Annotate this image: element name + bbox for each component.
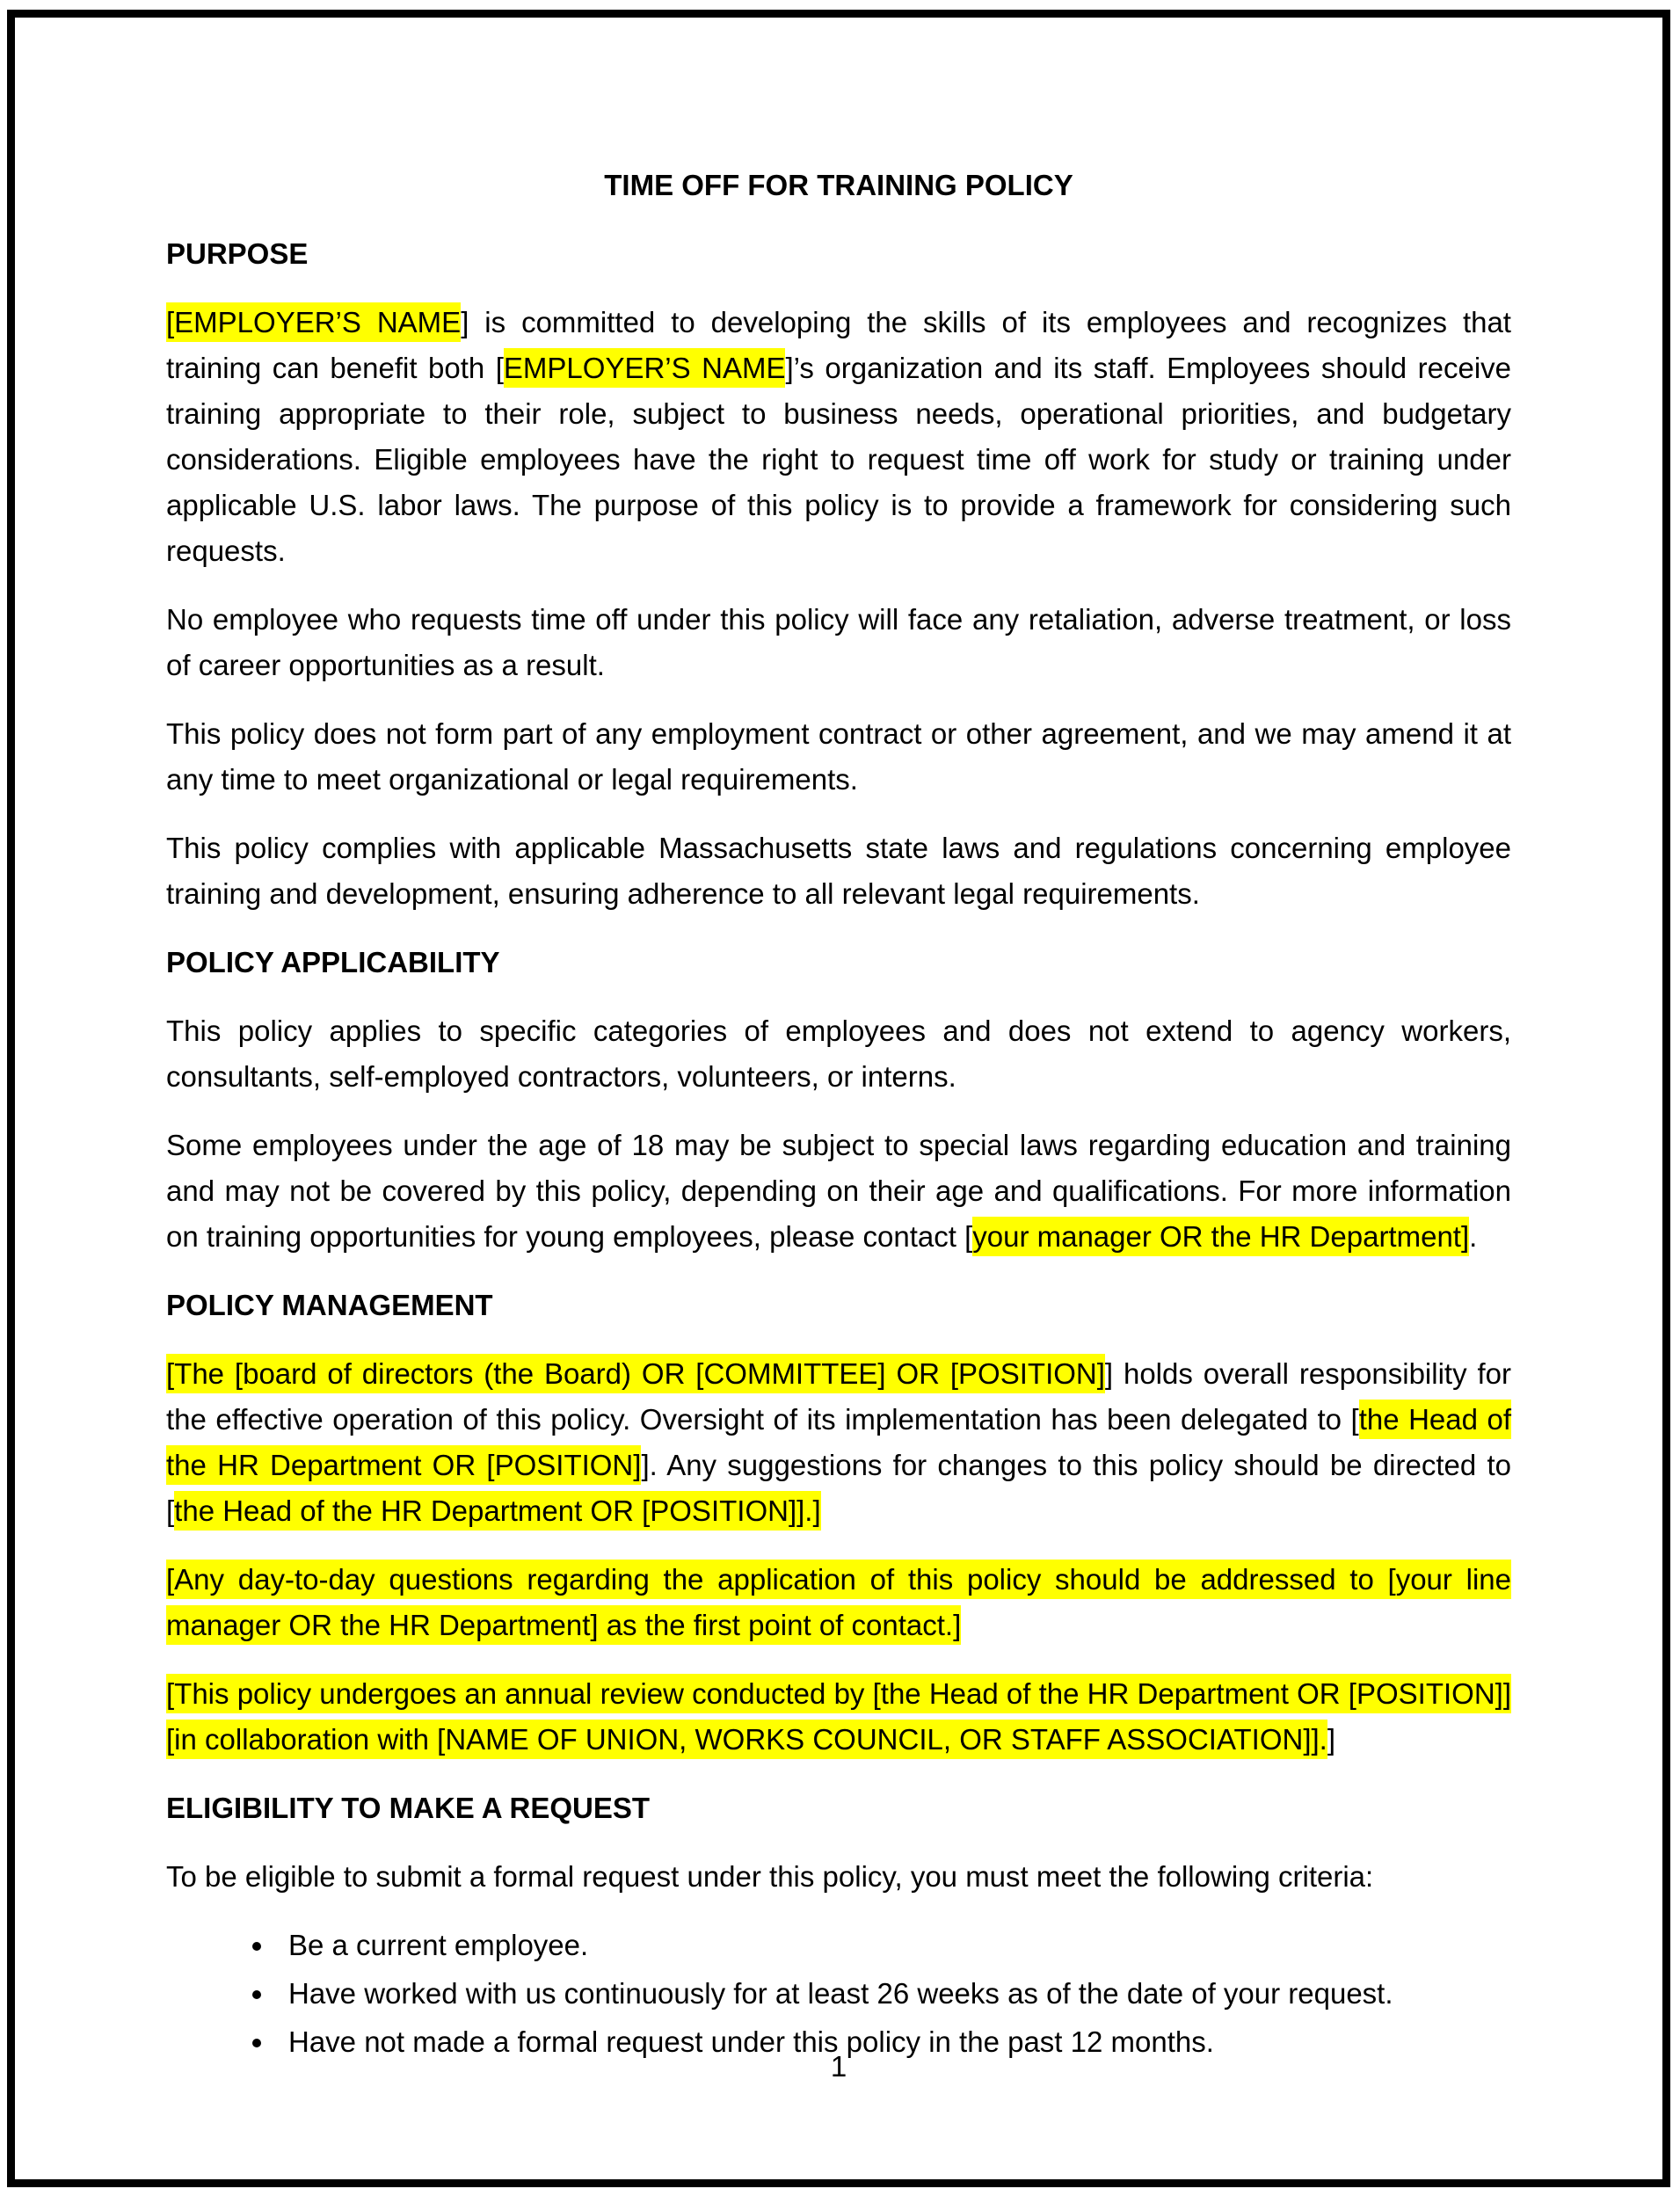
highlighted-text: the Head of the HR Department OR [POSITION]].] [174, 1491, 820, 1531]
highlighted-text: [EMPLOYER’S NAME [166, 302, 461, 342]
paragraph [166, 1854, 1511, 1900]
section-heading: POLICY APPLICABILITY [166, 946, 500, 978]
paragraph [166, 825, 1511, 917]
bullet-item: • Have not made a formal request under this policy in the past 12 months. [276, 2019, 1511, 2065]
text-run: This policy does not form part of any employment contract or other agreement, and we may amend it at any time to meet organizational or legal requirements. [166, 717, 1511, 796]
text-run: Some employees under the age of 18 may be subject to special laws regarding education and training and may not be covered by this policy, depending on their age and qualifications. For more information on training opportunities for young employees, please contact [ [166, 1129, 1511, 1253]
paragraph [166, 597, 1511, 688]
highlighted-text: your manager OR the HR Department] [972, 1217, 1469, 1256]
paragraph [166, 1351, 1511, 1534]
paragraph [166, 1123, 1511, 1260]
bullet-item: • Have worked with us continuously for at least 26 weeks as of the date of your request. [276, 1971, 1511, 2017]
paragraph [166, 1008, 1511, 1100]
text-run: No employee who requests time off under this policy will face any retaliation, adverse treatment, or loss of career opportunities as a result. [166, 603, 1511, 681]
section-heading: POLICY MANAGEMENT [166, 1289, 493, 1321]
text-run: ] [1327, 1723, 1336, 1756]
highlighted-text: [This policy undergoes an annual review conducted by [the Head of the HR Department OR [POSITION]] [in collaboration with [NAME OF UNION, WORKS COUNCIL, OR STAFF ASSOCIATION]]. [166, 1674, 1511, 1759]
section-heading: PURPOSE [166, 237, 309, 270]
document-title: TIME OFF FOR TRAINING POLICY [604, 169, 1073, 201]
document-body [166, 231, 1511, 2065]
text-run: ]’s organization and its staff. Employees should receive training appropriate to their role, subject to business needs, operational priorities, and budgetary considerations. Eligible employees have the right to request time off work for study or training under applicable U.S. labor laws. The purpose of this policy is to provide a framework for considering such requests. [166, 352, 1512, 567]
bullet-item: • Be a current employee. [276, 1923, 1511, 1968]
text-run: ]. Any suggestions for changes to this policy should be directed to [ [166, 1449, 1511, 1527]
highlighted-text: [Any day-to-day questions regarding the application of this policy should be addressed to [your line manager OR the HR Department] as the first point of contact.] [166, 1560, 1511, 1645]
text-run: . [1469, 1220, 1478, 1253]
document-page [7, 10, 1670, 2187]
text-run: ] holds overall responsibility for the effective operation of this policy. Oversight of its implementation has been delegated to [ [166, 1357, 1511, 1436]
page-number: 1 [830, 2050, 847, 2083]
section-heading: ELIGIBILITY TO MAKE A REQUEST [166, 1792, 651, 1824]
text-run: This policy complies with applicable Massachusetts state laws and regulations concerning employee training and development, ensuring adherence to all relevant legal requirements. [166, 832, 1511, 910]
text-run: This policy applies to specific categories of employees and does not extend to agency workers, consultants, self-employed contractors, volunteers, or interns. [166, 1014, 1511, 1093]
text-run: ] is committed to developing the skills of its employees and recognizes that training can benefit both [ [166, 306, 1511, 384]
paragraph [166, 300, 1511, 574]
paragraph [166, 1557, 1511, 1648]
paragraph [166, 711, 1511, 803]
highlighted-text: the Head of the HR Department OR [POSITION] [166, 1400, 1511, 1485]
highlighted-text: EMPLOYER’S NAME [504, 348, 786, 388]
text-run: To be eligible to submit a formal request under this policy, you must meet the following criteria: [166, 1860, 1374, 1893]
paragraph [166, 1671, 1511, 1763]
highlighted-text: [The [board of directors (the Board) OR [COMMITTEE] OR [POSITION] [166, 1354, 1105, 1393]
